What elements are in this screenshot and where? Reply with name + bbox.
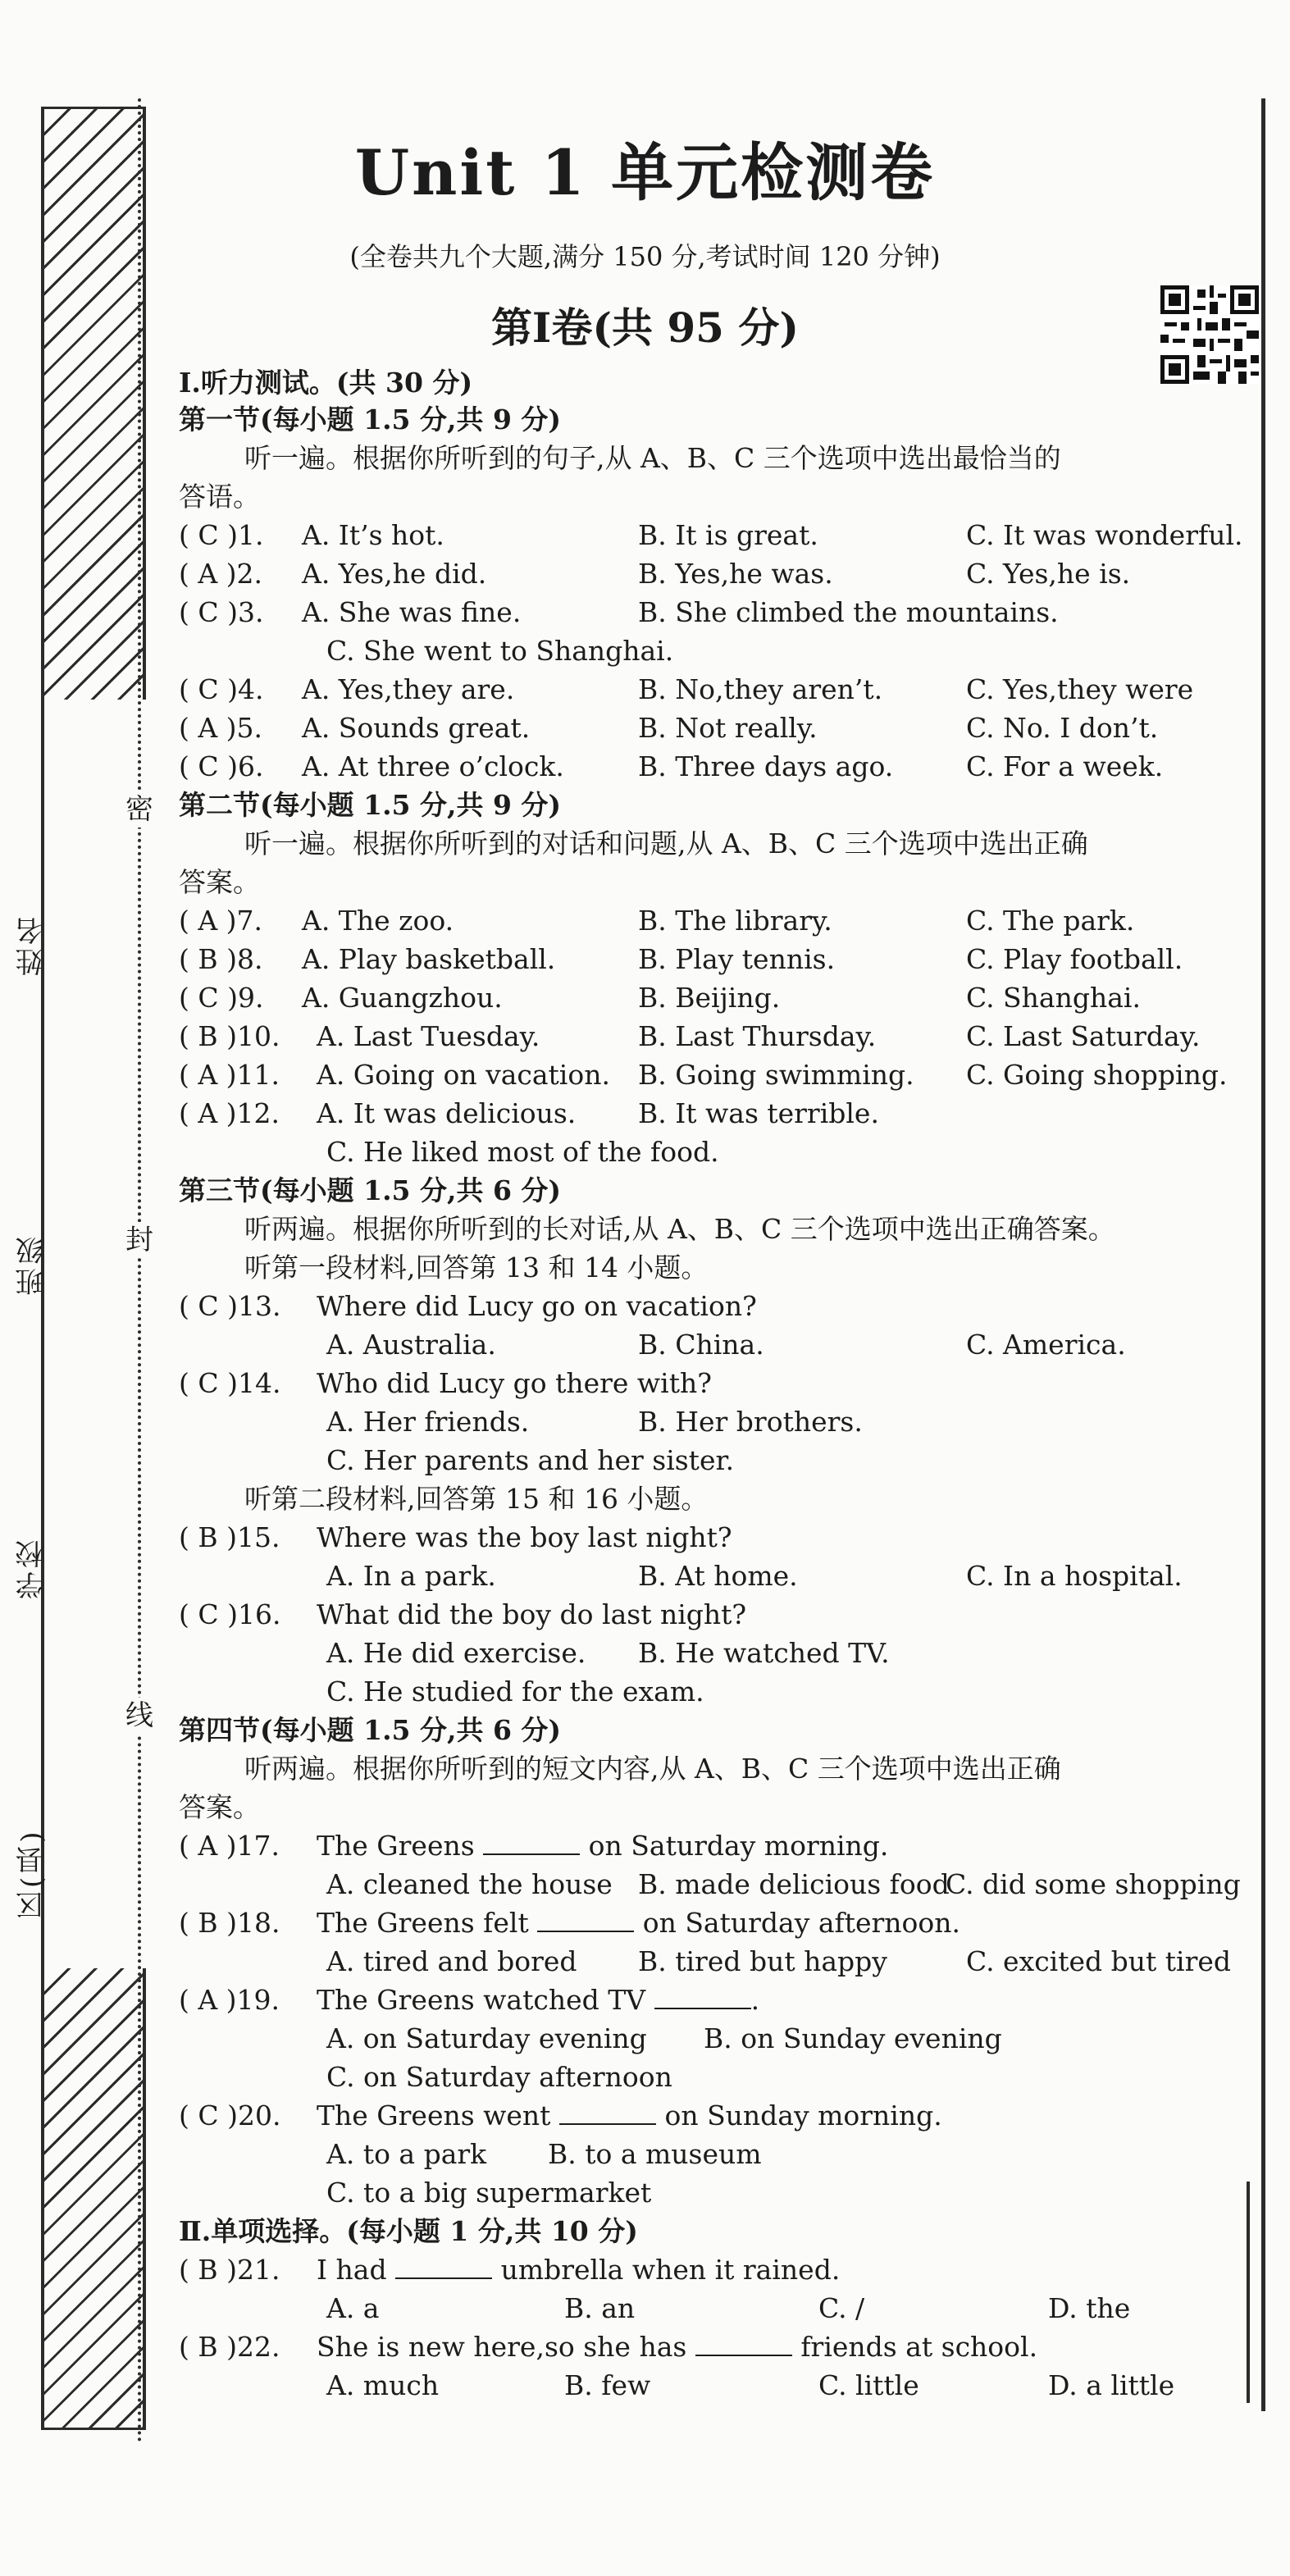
option-c: C. In a hospital. — [966, 1560, 1183, 1592]
question-number: ( A )17. — [179, 1830, 280, 1862]
instruction-text: 听一遍。根据你所听到的句子,从 A、B、C 三个选项中选出最恰当的 — [244, 442, 1061, 474]
options-22 — [179, 2367, 1253, 2405]
question-10 — [179, 1018, 1253, 1055]
answer-blank[interactable] — [654, 1983, 751, 2009]
question-4 — [179, 671, 1253, 709]
option-a: A. Australia. — [326, 1329, 496, 1361]
option-b: B. No,they aren’t. — [638, 673, 883, 705]
section-title: Ⅱ.单项选择。(每小题 1 分,共 10 分) — [179, 2215, 638, 2247]
seal-xian: 线 — [121, 1698, 157, 1734]
option-a: A. Going on vacation. — [317, 1059, 610, 1091]
instruction-2b — [179, 864, 1253, 901]
question-20 — [179, 2097, 1253, 2135]
field-name-label: 姓名 — [16, 914, 48, 976]
subsection-title: 第二节(每小题 1.5 分,共 9 分) — [179, 789, 562, 821]
instruction-text: 听两遍。根据你所听到的长对话,从 A、B、C 三个选项中选出正确答案。 — [244, 1213, 1115, 1245]
option-a: A. on Saturday evening — [326, 2022, 647, 2054]
question-number: ( B )15. — [179, 1521, 280, 1553]
options-15 — [179, 1557, 1253, 1595]
seal-dotted-line — [138, 98, 141, 2444]
question-text: Where was the boy last night? — [317, 1521, 732, 1553]
question-19 — [179, 1981, 1253, 2019]
question-15 — [179, 1519, 1253, 1557]
instruction-3c — [179, 1480, 1253, 1518]
option-a: A. much — [326, 2369, 440, 2401]
question-text: She is new here,so she has — [317, 2331, 687, 2363]
option-c: C. She went to Shanghai. — [326, 635, 674, 667]
options-13 — [179, 1326, 1253, 1364]
question-text-end: friends at school. — [800, 2331, 1038, 2363]
question-14 — [179, 1365, 1253, 1402]
instruction-4b — [179, 1789, 1253, 1826]
instruction-text: 答语。 — [179, 481, 260, 513]
option-b: B. Going swimming. — [638, 1059, 914, 1091]
option-c: C. For a week. — [966, 750, 1164, 782]
option-b: B. Three days ago. — [638, 750, 894, 782]
question-number: ( C )1. — [179, 519, 264, 551]
option-d: D. a little — [1048, 2369, 1175, 2401]
option-b: B. made delicious food — [638, 1868, 950, 1900]
question-text: The Greens went — [317, 2100, 551, 2131]
option-a: A. Play basketball. — [302, 943, 556, 975]
option-c: C. The park. — [966, 905, 1135, 937]
question-number: ( A )2. — [179, 558, 263, 590]
options-14c — [179, 1442, 1253, 1479]
option-d: D. the — [1048, 2292, 1131, 2324]
question-text-end: . — [750, 1984, 760, 2016]
option-c: C. little — [818, 2369, 919, 2401]
question-number: ( A )7. — [179, 905, 263, 937]
option-c: C. America. — [966, 1329, 1126, 1361]
option-a: A. She was fine. — [302, 596, 522, 628]
option-b: B. It is great. — [638, 519, 818, 551]
instruction-text: 听第二段材料,回答第 15 和 16 小题。 — [244, 1483, 709, 1515]
question-number: ( B )18. — [179, 1907, 280, 1939]
field-name — [11, 812, 77, 976]
question-text-end: on Sunday morning. — [664, 2100, 942, 2131]
field-school — [11, 1435, 77, 1599]
option-c: C. It was wonderful. — [966, 519, 1243, 551]
question-number: ( A )19. — [179, 1984, 280, 2016]
subsection-1 — [179, 401, 1253, 439]
options-20 — [179, 2136, 1253, 2173]
option-c: C. Play football. — [966, 943, 1183, 975]
question-6 — [179, 748, 1253, 786]
option-b: B. He watched TV. — [638, 1637, 890, 1669]
option-c: C. / — [818, 2292, 865, 2324]
question-number: ( A )11. — [179, 1059, 280, 1091]
option-b: B. an — [564, 2292, 636, 2324]
binding-hatch-bottom — [41, 1968, 146, 2430]
option-a: A. a — [326, 2292, 380, 2324]
part-heading: 第Ⅰ卷(共 95 分) — [490, 303, 800, 352]
question-text: The Greens watched TV — [317, 1984, 646, 2016]
option-b: B. She climbed the mountains. — [638, 596, 1059, 628]
option-b: B. few — [564, 2369, 651, 2401]
question-number: ( C )9. — [179, 982, 264, 1014]
option-c: C. Her parents and her sister. — [326, 1444, 735, 1476]
seal-mi: 密 — [121, 791, 157, 828]
field-class — [11, 1132, 77, 1296]
exam-info: (全卷共九个大题,满分 150 分,考试时间 120 分钟) — [349, 241, 941, 272]
answer-blank[interactable] — [695, 2330, 792, 2356]
option-c: C. Shanghai. — [966, 982, 1141, 1014]
section-title: Ⅰ.听力测试。(共 30 分) — [179, 367, 473, 399]
page-title: Unit 1 单元检测卷 — [354, 136, 936, 209]
field-district — [11, 1730, 77, 1919]
question-21 — [179, 2251, 1253, 2289]
option-c: C. did some shopping — [946, 1868, 1241, 1900]
field-district-label: 区(县) — [16, 1828, 48, 1919]
section-listening — [179, 364, 1253, 402]
answer-blank[interactable] — [537, 1906, 634, 1932]
option-b: B. Beijing. — [638, 982, 781, 1014]
options-19 — [179, 2020, 1253, 2058]
subsection-4 — [179, 1712, 1253, 1749]
option-b: B. Last Thursday. — [638, 1020, 877, 1052]
question-number: ( B )10. — [179, 1020, 280, 1052]
question-text-end: umbrella when it rained. — [500, 2254, 841, 2286]
question-number: ( C )3. — [179, 596, 264, 628]
option-a: A. At three o’clock. — [302, 750, 564, 782]
question-5 — [179, 709, 1253, 747]
option-a: A. Her friends. — [326, 1406, 530, 1438]
option-b: B. Not really. — [638, 712, 818, 744]
option-a: A. Last Tuesday. — [317, 1020, 540, 1052]
option-b: B. tired but happy — [638, 1945, 887, 1977]
option-c: C. He liked most of the food. — [326, 1136, 719, 1168]
subsection-title: 第三节(每小题 1.5 分,共 6 分) — [179, 1174, 562, 1206]
option-c: C. excited but tired — [966, 1945, 1232, 1977]
field-class-label: 班级 — [16, 1233, 48, 1296]
options-18 — [179, 1943, 1253, 1981]
option-a: A. to a park — [326, 2138, 487, 2170]
option-c: C. on Saturday afternoon — [326, 2061, 672, 2093]
options-16 — [179, 1635, 1253, 1672]
question-text: The Greens — [317, 1830, 475, 1862]
question-7 — [179, 902, 1253, 940]
instruction-4 — [179, 1750, 1253, 1788]
question-number: ( C )16. — [179, 1598, 281, 1630]
question-17 — [179, 1827, 1253, 1865]
question-8 — [179, 941, 1253, 978]
question-number: ( C )6. — [179, 750, 264, 782]
option-a: A. cleaned the house — [326, 1868, 613, 1900]
options-20c — [179, 2174, 1253, 2212]
subsection-3 — [179, 1172, 1253, 1210]
question-text-end: on Saturday morning. — [588, 1830, 889, 1862]
answer-blank[interactable] — [559, 2099, 656, 2125]
option-b: B. on Sunday evening — [704, 2022, 1002, 2054]
option-a: A. It was delicious. — [317, 1097, 577, 1129]
question-text: Where did Lucy go on vacation? — [317, 1290, 757, 1322]
question-11 — [179, 1056, 1253, 1094]
question-12c — [179, 1133, 1253, 1171]
instruction-2 — [179, 825, 1253, 863]
option-b: B. Yes,he was. — [638, 558, 833, 590]
option-a: A. tired and bored — [326, 1945, 577, 1977]
option-a: A. He did exercise. — [326, 1637, 586, 1669]
question-number: ( C )20. — [179, 2100, 281, 2131]
option-c: C. No. I don’t. — [966, 712, 1159, 744]
instruction-text: 听第一段材料,回答第 13 和 14 小题。 — [244, 1252, 709, 1283]
option-b: B. The library. — [638, 905, 832, 937]
option-a: A. Yes,they are. — [302, 673, 515, 705]
answer-blank[interactable] — [395, 2253, 492, 2279]
option-b: B. to a museum — [548, 2138, 762, 2170]
option-a: A. Guangzhou. — [302, 982, 503, 1014]
option-b: B. Her brothers. — [638, 1406, 863, 1438]
question-number: ( C )14. — [179, 1367, 281, 1399]
option-a: A. In a park. — [326, 1560, 496, 1592]
option-c: C. He studied for the exam. — [326, 1676, 704, 1707]
question-number: ( A )5. — [179, 712, 263, 744]
question-text: Who did Lucy go there with? — [317, 1367, 712, 1399]
option-a: A. The zoo. — [302, 905, 454, 937]
instruction-1b — [179, 478, 1253, 516]
question-number: ( C )13. — [179, 1290, 281, 1322]
field-school-label: 学校 — [16, 1537, 48, 1599]
seal-feng: 封 — [121, 1222, 157, 1258]
instruction-3b — [179, 1249, 1253, 1287]
question-1 — [179, 517, 1253, 554]
option-a: A. Yes,he did. — [302, 558, 487, 590]
subsection-2 — [179, 786, 1253, 824]
question-number: ( C )4. — [179, 673, 264, 705]
subsection-title: 第一节(每小题 1.5 分,共 9 分) — [179, 403, 562, 435]
question-16 — [179, 1596, 1253, 1634]
option-c: C. Going shopping. — [966, 1059, 1228, 1091]
option-b: B. China. — [638, 1329, 764, 1361]
question-text: What did the boy do last night? — [317, 1598, 747, 1630]
option-c: C. Yes,he is. — [966, 558, 1131, 590]
option-b: B. It was terrible. — [638, 1097, 879, 1129]
option-a: A. Sounds great. — [302, 712, 531, 744]
instruction-text: 听一遍。根据你所听到的对话和问题,从 A、B、C 三个选项中选出正确 — [244, 828, 1088, 859]
question-text-end: on Saturday afternoon. — [642, 1907, 961, 1939]
option-c: C. Last Saturday. — [966, 1020, 1201, 1052]
right-border — [1261, 98, 1265, 2411]
question-number: ( B )8. — [179, 943, 263, 975]
options-14 — [179, 1403, 1253, 1441]
answer-blank[interactable] — [483, 1829, 580, 1855]
question-18 — [179, 1904, 1253, 1942]
instruction-text: 听两遍。根据你所听到的短文内容,从 A、B、C 三个选项中选出正确 — [244, 1753, 1061, 1785]
instruction-text: 答案。 — [179, 1791, 260, 1823]
question-2 — [179, 555, 1253, 593]
question-9 — [179, 979, 1253, 1017]
question-13 — [179, 1288, 1253, 1325]
question-3c — [179, 632, 1253, 670]
question-12 — [179, 1095, 1253, 1133]
option-c: C. Yes,they were — [966, 673, 1194, 705]
option-a: A. It’s hot. — [302, 519, 444, 551]
question-text: The Greens felt — [317, 1907, 529, 1939]
instruction-text: 答案。 — [179, 866, 260, 898]
options-19c — [179, 2059, 1253, 2096]
section-single-choice — [179, 2213, 1253, 2250]
question-number: ( A )12. — [179, 1097, 280, 1129]
option-b: B. Play tennis. — [638, 943, 836, 975]
question-number: ( B )21. — [179, 2254, 280, 2286]
option-b: B. At home. — [638, 1560, 798, 1592]
question-3 — [179, 594, 1253, 631]
subsection-title: 第四节(每小题 1.5 分,共 6 分) — [179, 1714, 562, 1746]
options-21 — [179, 2290, 1253, 2328]
options-17 — [179, 1866, 1253, 1904]
instruction-1 — [179, 440, 1253, 477]
option-c: C. to a big supermarket — [326, 2177, 652, 2209]
question-text: I had — [317, 2254, 387, 2286]
instruction-3 — [179, 1210, 1253, 1248]
options-16c — [179, 1673, 1253, 1711]
question-number: ( B )22. — [179, 2331, 280, 2363]
question-22 — [179, 2328, 1253, 2366]
